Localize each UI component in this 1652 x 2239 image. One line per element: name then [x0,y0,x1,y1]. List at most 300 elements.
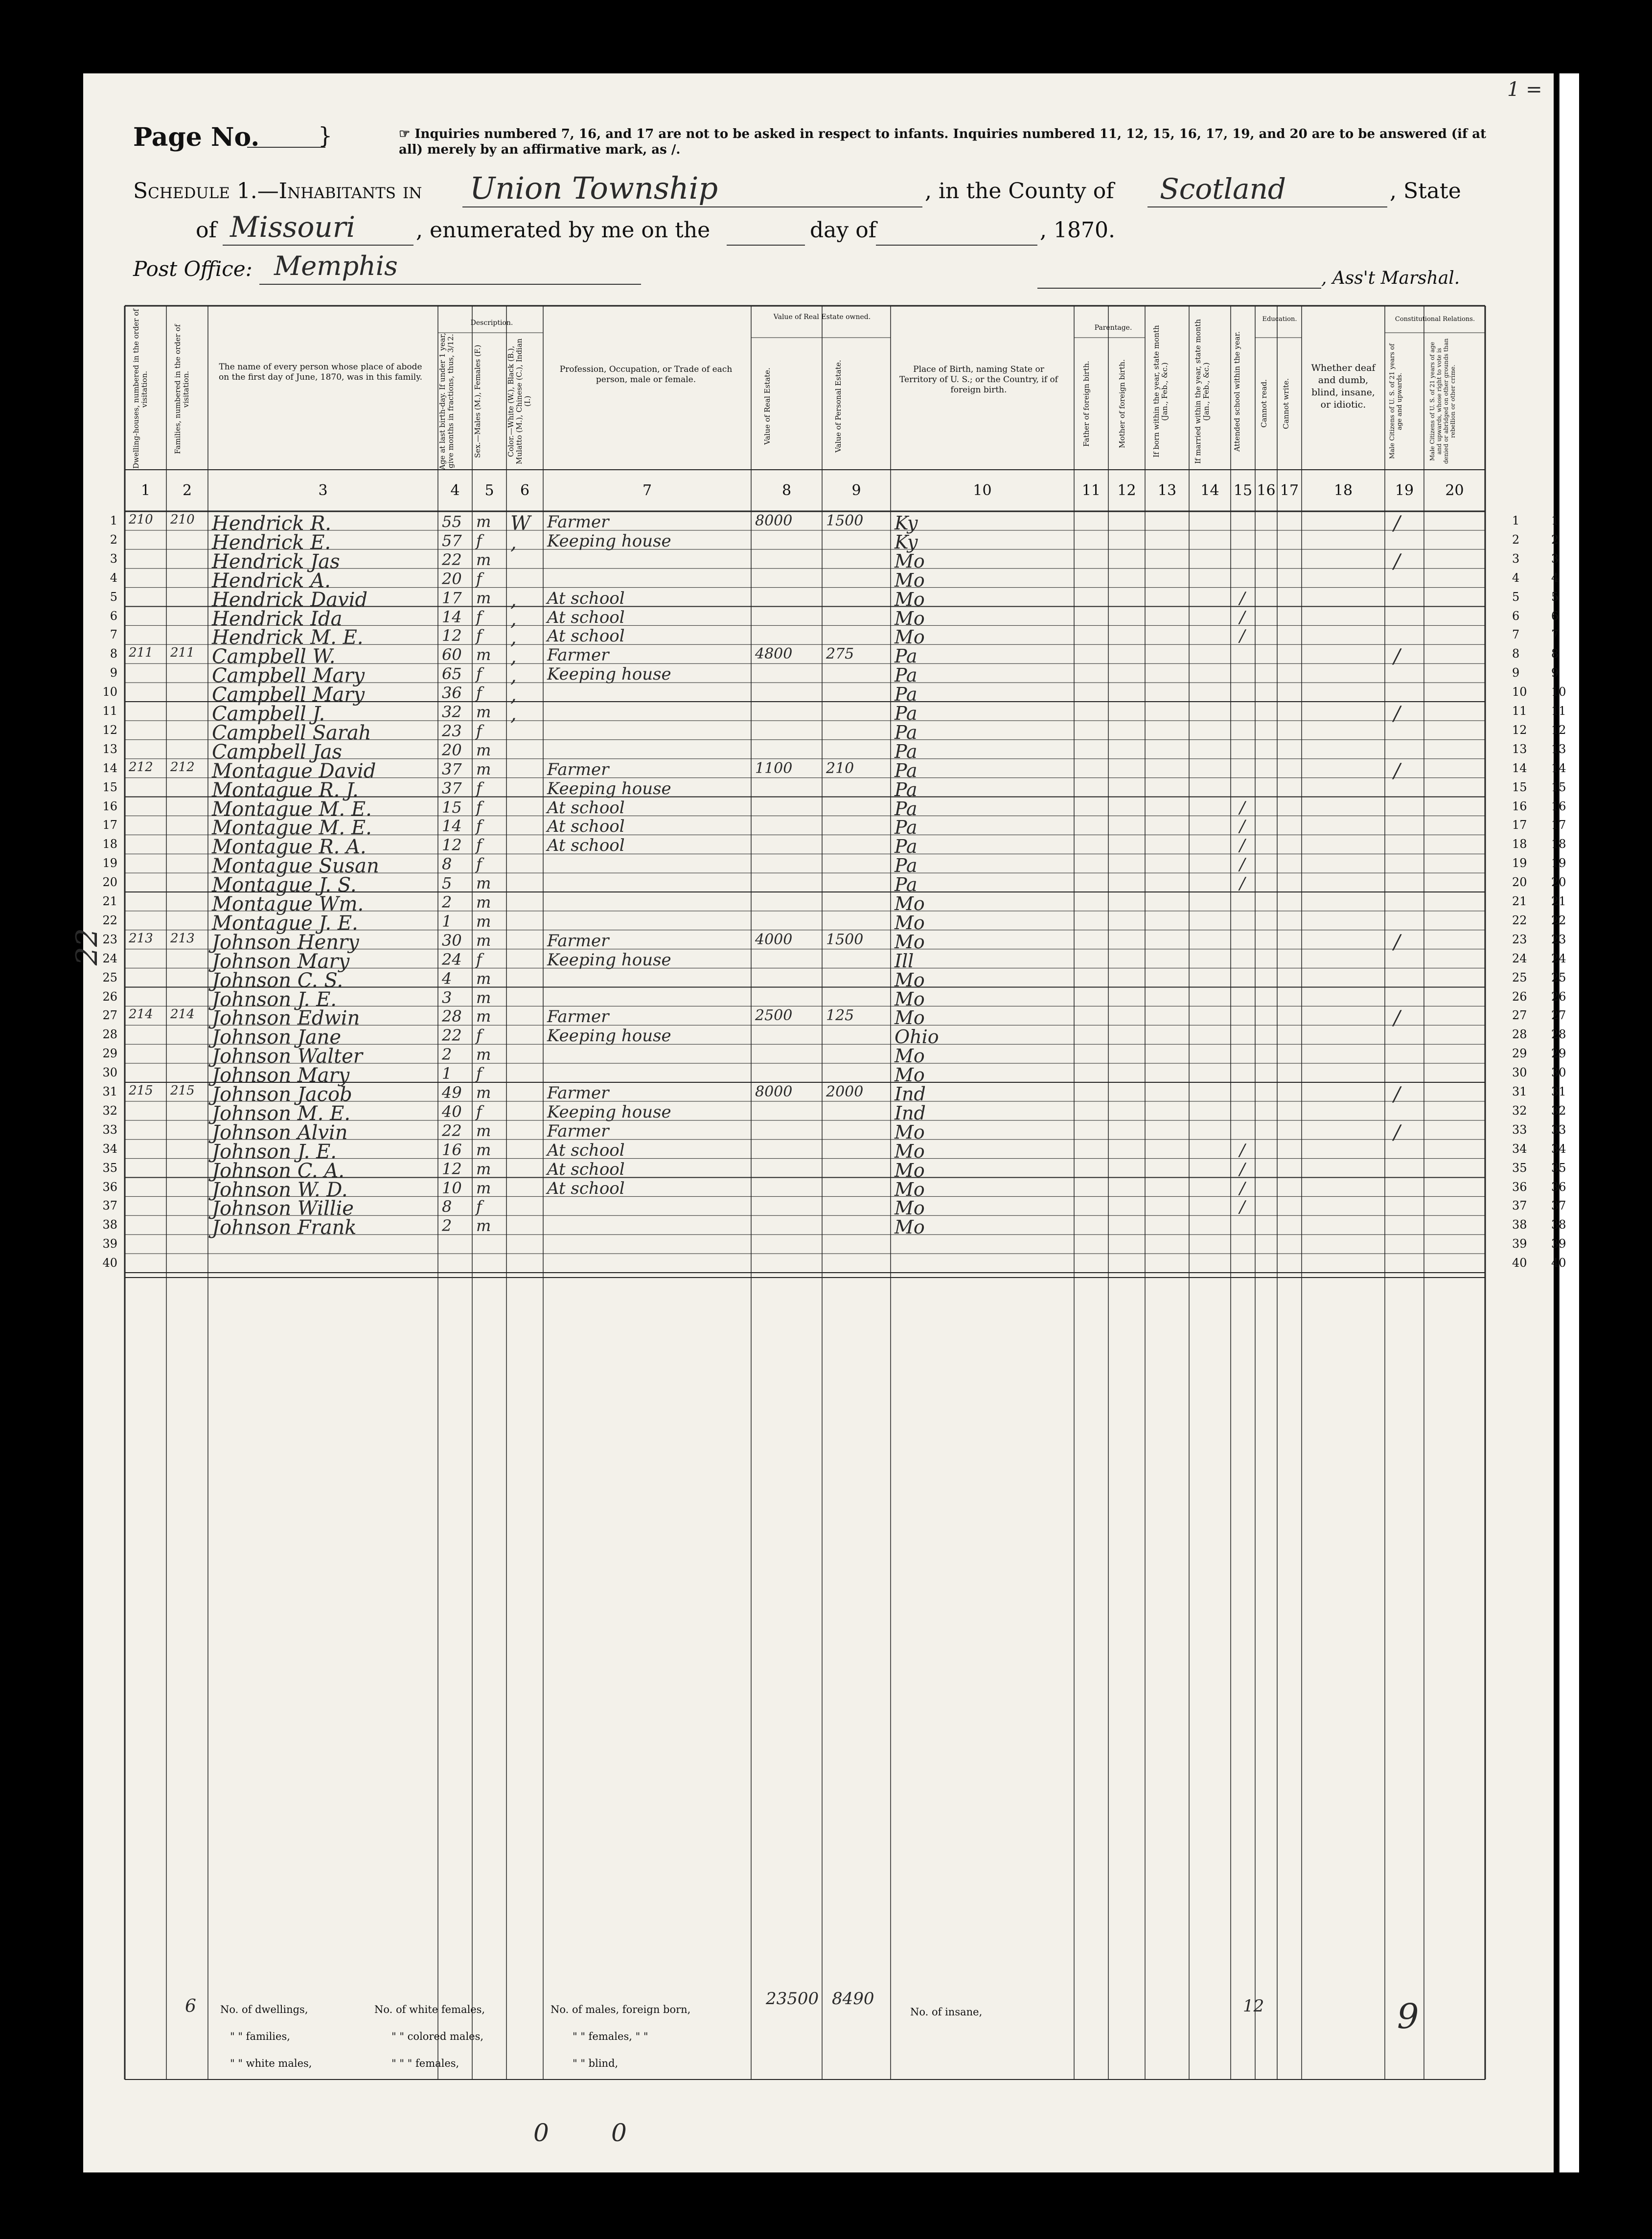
age-cell: 1 [442,1064,452,1083]
sex-cell: m [476,740,491,759]
right-line-number: 18 [1512,837,1527,851]
school-cell: / [1239,607,1245,627]
birthplace-cell: Pa [895,684,918,706]
right-line-number: 5 [1512,590,1520,604]
right-line-number: 37 [1512,1199,1527,1213]
birthplace-cell: Mo [895,1121,925,1143]
person-name-cell: Johnson Edwin [212,1007,360,1030]
col-header-10: Place of Birth, naming State or Territory of U. S.; or the Country, if of foreign birth. [899,365,1058,395]
school-cell: / [1239,836,1245,856]
birthplace-cell: Pa [895,798,918,820]
right-line-number: 22 [1512,913,1527,927]
birthplace-cell: Mo [895,931,925,953]
schedule-label: Schedule 1.—Inhabitants in [133,179,422,204]
edge-line-number: 13 [1551,742,1566,756]
education-header: Education. [1262,316,1297,323]
real-estate-cell: 4800 [755,645,793,663]
right-line-number: 4 [1512,571,1520,585]
person-name-cell: Montague R. A. [212,836,367,859]
right-line-number: 10 [1512,685,1527,699]
age-cell: 37 [442,778,462,798]
edge-line-number: 1 [1551,514,1559,527]
post-office-label: Post Office: [133,257,252,281]
citizen-cell: / [1394,1007,1400,1030]
personal-estate-cell: 275 [826,645,854,663]
sex-cell: f [476,569,482,588]
birthplace-cell: Mo [895,1045,925,1067]
right-line-number: 32 [1512,1103,1527,1118]
edge-line-number: 38 [1551,1218,1566,1232]
family-number-cell: 212 [170,759,195,775]
right-line-number: 21 [1512,894,1527,908]
birthplace-cell: Mo [895,1140,925,1162]
sex-cell: m [476,1140,491,1159]
age-cell: 1 [442,912,452,931]
line-number: 23 [102,932,117,946]
line-number: 26 [102,989,117,1004]
birthplace-cell: Mo [895,588,925,610]
person-name-cell: Hendrick M. E. [212,626,364,649]
notice-body: Inquiries numbered 7, 16, and 17 are not to be asked in respect to infants. Inquiries numbered 11, 12, 15, 16, 17, 19, and 20 are to be answered (if at all) merely by an affirmative mark, as /. [399,127,1487,157]
footer-insane: No. of insane, [910,2006,983,2018]
right-line-number: 6 [1512,609,1520,623]
edge-line-number: 18 [1551,837,1566,851]
edge-line-number: 30 [1551,1066,1566,1080]
column-number: 1 [140,482,151,499]
edge-line-number: 10 [1551,685,1566,699]
age-cell: 60 [442,645,462,664]
birthplace-cell: Mo [895,1178,925,1200]
col-header-14: If married within the year, state month (Jan., Feb., &c.) [1193,319,1211,464]
right-line-number: 38 [1512,1218,1527,1232]
column-number: 19 [1395,482,1414,499]
age-cell: 22 [442,550,462,569]
occupation-cell: At school [547,588,625,608]
birthplace-cell: Mo [895,550,925,572]
person-name-cell: Hendrick Jas [212,550,340,573]
line-number: 19 [102,856,117,870]
color-cell: , [510,703,517,725]
age-cell: 57 [442,531,462,550]
age-cell: 12 [442,1159,462,1178]
edge-line-number: 29 [1551,1047,1566,1061]
birthplace-cell: Mo [895,969,925,991]
column-number: 13 [1157,482,1177,499]
edge-line-number: 28 [1551,1028,1566,1042]
col-header-5: Sex.—Males (M.), Females (F.) [473,344,482,458]
edge-line-number: 4 [1551,571,1559,585]
col-header-6: Color.—White (W.), Black (B.), Mulatto (M.), Chinese (C.), Indian (I.) [506,338,532,464]
footer-white-females: No. of white females, [374,2004,485,2015]
township-value: Union Township [470,170,718,206]
col-header-11: Father of foreign birth. [1082,361,1091,447]
column-number: 9 [851,482,861,499]
right-line-number: 3 [1512,551,1520,566]
color-cell: W [510,512,531,535]
age-cell: 28 [442,1007,462,1026]
line-number: 14 [102,761,117,775]
person-name-cell: Hendrick A. [212,569,331,592]
birthplace-cell: Mo [895,1216,925,1238]
footer-foreign-females: " " females, " " [573,2031,648,2042]
sex-cell: f [476,531,482,550]
col-header-15: Attended school within the year. [1233,331,1241,452]
sex-cell: m [476,874,491,893]
column-number: 17 [1280,482,1299,499]
enumerated-label: , enumerated by me on the [416,218,711,243]
edge-line-number: 11 [1551,704,1566,718]
person-name-cell: Montague M. E. [212,798,372,821]
edge-line-number: 35 [1551,1161,1566,1175]
citizen-cell: / [1394,512,1400,535]
real-estate-header: Value of Real Estate owned. [773,313,871,321]
edge-line-number: 22 [1551,913,1566,927]
birthplace-cell: Mo [895,607,925,629]
person-name-cell: Johnson Jane [212,1026,342,1049]
citizen-cell: / [1394,703,1400,725]
col-header-12: Mother of foreign birth. [1118,359,1126,448]
edge-line-number: 5 [1551,590,1559,604]
line-number: 33 [102,1122,117,1137]
occupation-cell: Keeping house [547,531,671,551]
age-cell: 5 [442,874,452,893]
age-cell: 22 [442,1026,462,1045]
year-label: , 1870. [1040,218,1115,243]
edge-line-number: 27 [1551,1008,1566,1023]
person-name-cell: Hendrick E. [212,531,331,554]
person-name-cell: Montague Wm. [212,893,364,915]
school-cell: / [1239,817,1245,837]
col-header-3: The name of every person whose place of abode on the first day of June, 1870, was in this family. [219,362,422,382]
right-line-number: 24 [1512,951,1527,965]
edge-line-number: 17 [1551,818,1566,832]
occupation-cell: Keeping house [547,1102,671,1122]
age-cell: 37 [442,759,462,778]
school-cell: / [1239,874,1245,894]
school-cell: / [1239,588,1245,608]
occupation-cell: Farmer [547,1083,609,1103]
right-line-number: 15 [1512,780,1527,794]
line-number: 2 [110,532,117,547]
sex-cell: f [476,778,482,798]
age-cell: 10 [442,1178,462,1197]
age-cell: 2 [442,1216,452,1235]
sex-cell: m [476,1007,491,1026]
real-estate-cell: 2500 [755,1007,793,1025]
footer-colored-females: " " " females, [391,2057,459,2069]
col-header-17: Cannot write. [1282,378,1290,430]
real-estate-cell: 8000 [755,1083,793,1100]
occupation-cell: At school [547,836,625,856]
birthplace-cell: Pa [895,836,918,858]
footer-dwellings: No. of dwellings, [220,2004,308,2015]
line-number: 4 [110,571,117,585]
line-number: 16 [102,799,117,813]
birthplace-cell: Pa [895,759,918,781]
col-header-1: Dwelling-houses, numbered in the order of visitation. [132,309,149,469]
sex-cell: m [476,588,491,607]
birthplace-cell: Ohio [895,1026,939,1048]
occupation-cell: Keeping house [547,778,671,799]
occupation-cell: At school [547,1140,625,1160]
sex-cell: m [476,759,491,778]
hand-pointer-icon: ☞ [399,127,415,141]
sex-cell: m [476,1159,491,1178]
right-line-number: 29 [1512,1047,1527,1061]
line-number: 38 [102,1218,117,1232]
state-label: , State [1390,179,1461,204]
birthplace-cell: Pa [895,817,918,839]
age-cell: 12 [442,626,462,645]
birthplace-cell: Mo [895,1197,925,1219]
right-line-number: 40 [1512,1256,1527,1270]
line-number: 17 [102,818,117,832]
age-cell: 12 [442,836,462,855]
dwelling-number-cell: 210 [129,512,153,527]
right-line-number: 9 [1512,666,1520,680]
line-number: 35 [102,1161,117,1175]
occupation-cell: Keeping house [547,1026,671,1046]
person-name-cell: Hendrick David [212,588,368,611]
age-cell: 17 [442,588,462,607]
footer-families: " " families, [230,2031,290,2042]
right-line-number: 2 [1512,532,1520,547]
edge-line-number: 24 [1551,951,1566,965]
line-number: 5 [110,590,117,604]
sex-cell: m [476,1216,491,1235]
color-cell: , [510,588,517,611]
right-line-number: 30 [1512,1066,1527,1080]
family-number-cell: 211 [170,645,195,661]
line-number: 8 [110,647,117,661]
edge-line-number: 20 [1551,875,1566,890]
post-office-value: Memphis [274,251,398,281]
personal-estate-cell: 125 [826,1007,854,1025]
person-name-cell: Johnson Henry [212,931,359,954]
line-number: 6 [110,609,117,623]
person-name-cell: Johnson W. D. [212,1178,348,1201]
age-cell: 8 [442,855,452,874]
person-name-cell: Johnson Willie [212,1197,354,1220]
column-number: 3 [318,482,328,499]
age-cell: 23 [442,721,462,740]
person-name-cell: Johnson C. A. [212,1159,344,1182]
personal-estate-cell: 1500 [826,931,864,948]
person-name-cell: Johnson Alvin [212,1121,348,1144]
constitutional-header: Constitutional Relations. [1395,316,1475,323]
line-number: 22 [102,913,117,927]
column-number: 16 [1257,482,1276,499]
birthplace-cell: Ill [895,950,914,972]
age-cell: 22 [442,1121,462,1140]
col-header-2: Families, numbered in the order of visitation. [173,324,190,454]
column-number: 10 [973,482,992,499]
sex-cell: m [476,912,491,931]
sex-cell: f [476,1026,482,1045]
edge-line-number: 21 [1551,894,1566,908]
real-estate-cell: 8000 [755,512,793,529]
right-line-number: 11 [1512,704,1527,718]
person-name-cell: Campbell Jas [212,740,342,763]
edge-line-number: 34 [1551,1142,1566,1156]
col-header-13: If born within the year, state month (Jan., Feb., &c.) [1152,325,1169,458]
school-cell: / [1239,1159,1245,1179]
right-line-number: 13 [1512,742,1527,756]
sex-cell: m [476,645,491,664]
age-cell: 49 [442,1083,462,1102]
col-header-19: Male Citizens of U. S. of 21 years of age and upwards. [1389,343,1403,459]
birthplace-cell: Pa [895,740,918,762]
line-number: 20 [102,875,117,890]
birthplace-cell: Ind [895,1083,926,1105]
col-header-7: Profession, Occupation, or Trade of each person, male or female. [559,365,733,385]
family-number-cell: 213 [170,931,195,946]
line-number: 39 [102,1237,117,1251]
right-line-number: 8 [1512,647,1520,661]
line-number: 21 [102,894,117,908]
sex-cell: f [476,1197,482,1216]
edge-line-number: 39 [1551,1237,1566,1251]
edge-line-number: 8 [1551,647,1559,661]
page-no-label: Page No. [133,122,260,152]
marshal-label: , Ass't Marshal. [1321,268,1460,288]
birthplace-cell: Pa [895,664,918,686]
birthplace-cell: Mo [895,912,925,934]
right-line-number: 34 [1512,1142,1527,1156]
age-cell: 36 [442,684,462,703]
person-name-cell: Hendrick Ida [212,607,343,630]
sex-cell: m [476,1121,491,1140]
age-cell: 20 [442,740,462,759]
edge-line-number: 3 [1551,551,1559,566]
birthplace-cell: Mo [895,1007,925,1029]
footer-foreign-males: No. of males, foreign born, [551,2004,691,2015]
sex-cell: m [476,1045,491,1064]
footer-colored-males: " " colored males, [391,2031,484,2042]
line-number: 7 [110,628,117,642]
line-number: 15 [102,780,117,794]
right-line-number: 27 [1512,1008,1527,1023]
dwelling-number-cell: 211 [129,645,153,661]
sex-cell: m [476,1083,491,1102]
edge-line-number: 12 [1551,723,1566,737]
person-name-cell: Campbell Sarah [212,721,371,744]
sex-cell: f [476,950,482,969]
line-number: 25 [102,970,117,984]
person-name-cell: Montague J. S. [212,874,357,897]
state-value: Missouri [230,210,356,244]
line-number: 3 [110,551,117,566]
age-cell: 32 [442,703,462,721]
line-number: 18 [102,837,117,851]
person-name-cell: Johnson J. E. [212,988,337,1011]
right-line-number: 1 [1512,514,1520,527]
line-number: 13 [102,742,117,756]
edge-line-number: 7 [1551,628,1559,642]
line-number: 24 [102,951,117,965]
birthplace-cell: Pa [895,645,918,667]
birthplace-cell: Pa [895,778,918,800]
personal-estate-cell: 2000 [826,1083,864,1100]
school-total: 12 [1243,1996,1264,2016]
line-number: 28 [102,1028,117,1042]
person-name-cell: Johnson J. E. [212,1140,337,1163]
occupation-cell: Farmer [547,645,609,665]
col-header-18: Whether deaf and dumb, blind, insane, or idiotic. [1311,363,1376,410]
edge-line-number: 14 [1551,761,1566,775]
sex-cell: f [476,798,482,817]
col-header-4: Age at last birth-day. If under 1 year, give months in fractions, thus, 3/12. [438,333,455,470]
of-label: of [196,218,217,243]
column-number: 18 [1333,482,1353,499]
footer-blind: " " blind, [573,2057,619,2069]
age-cell: 14 [442,817,462,836]
day-label: day of [810,218,877,243]
sex-cell: m [476,703,491,721]
col-header-8: Value of Real Estate. [763,367,772,445]
line-number: 30 [102,1066,117,1080]
person-name-cell: Hendrick R. [212,512,332,535]
person-name-cell: Johnson Frank [212,1216,357,1239]
line-number: 40 [102,1256,117,1270]
birthplace-cell: Mo [895,1159,925,1181]
color-cell: , [510,626,517,649]
sex-cell: f [476,1102,482,1121]
edge-line-number: 32 [1551,1103,1566,1118]
column-number: 2 [182,482,192,499]
sex-cell: m [476,550,491,569]
age-cell: 40 [442,1102,462,1121]
birthplace-cell: Mo [895,893,925,914]
color-cell: , [510,607,517,630]
sex-cell: m [476,988,491,1007]
margin-note: 22 [70,928,105,966]
person-name-cell: Montague Susan [212,855,379,878]
person-name-cell: Montague J. E. [212,912,358,935]
right-line-number: 28 [1512,1028,1527,1042]
right-line-number: 31 [1512,1085,1527,1098]
occupation-cell: Farmer [547,1121,609,1141]
right-line-number: 7 [1512,628,1520,642]
personal-estate-cell: 210 [826,759,854,777]
column-number: 5 [484,482,494,499]
age-cell: 8 [442,1197,452,1216]
citizen-total: 9 [1397,1996,1419,2036]
sex-cell: f [476,836,482,855]
right-line-number: 36 [1512,1180,1527,1194]
school-cell: / [1239,798,1245,818]
person-name-cell: Johnson Mary [212,950,350,973]
county-label: , in the County of [925,179,1114,204]
birthplace-cell: Ky [895,531,918,553]
right-line-number: 25 [1512,970,1527,984]
right-line-number: 20 [1512,875,1527,890]
sex-cell: m [476,893,491,912]
right-line-number: 16 [1512,799,1527,813]
column-number: 4 [450,482,460,499]
citizen-cell: / [1394,645,1400,668]
dwelling-number-cell: 215 [129,1083,153,1098]
line-number: 9 [110,666,117,680]
county-value: Scotland [1160,172,1286,206]
family-number-cell: 215 [170,1083,195,1098]
occupation-cell: Farmer [547,512,609,532]
age-cell: 2 [442,893,452,912]
edge-line-number: 19 [1551,856,1566,870]
person-name-cell: Montague M. E. [212,817,372,840]
column-number: 7 [642,482,652,499]
page-no-brace: } [318,122,333,149]
